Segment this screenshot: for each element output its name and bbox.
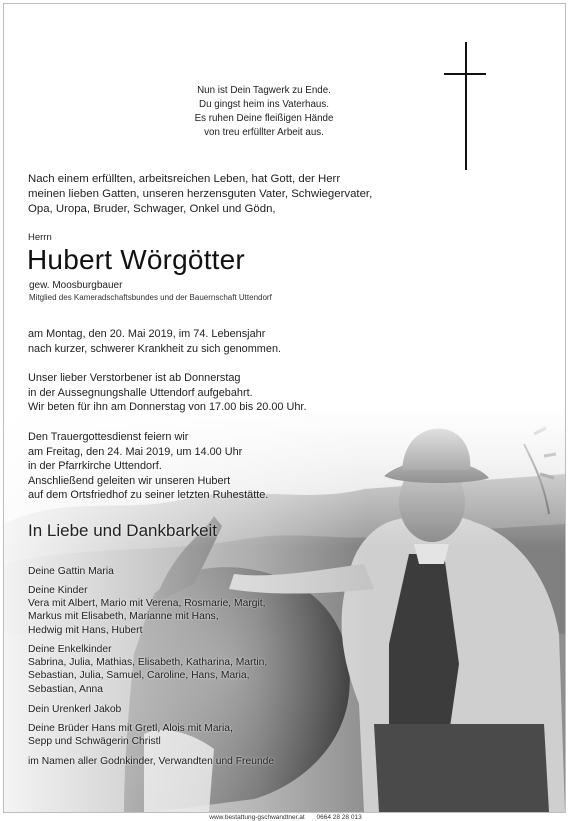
service-line: auf dem Ortsfriedhof zu seiner letzten Ruhestätte.: [28, 489, 269, 501]
intro-line: Nach einem erfüllten, arbeitsreichen Leben, hat Gott, der Herr: [28, 173, 341, 185]
closing-heading: In Liebe und Dankbarkeit: [28, 521, 218, 540]
poem: [164, 84, 364, 140]
family-others: [28, 755, 274, 768]
family-line: im Namen aller Godnkinder, Verwandten und Freunde: [28, 756, 275, 767]
obituary-card: [3, 3, 566, 813]
intro-line: meinen lieben Gatten, unseren herzensguten Vater, Schwiegervater,: [28, 188, 373, 200]
footer-website: www.bestattung-gschwandtner.at: [209, 814, 305, 821]
family-line: Markus mit Elisabeth, Marianne mit Hans,: [28, 611, 219, 623]
family-grandchildren: [28, 643, 267, 696]
family-great-grandchild: [28, 703, 121, 716]
family-children: [28, 584, 265, 637]
family-line: Hedwig mit Hans, Hubert: [28, 624, 143, 636]
occupation: gew. Moosburgbauer: [29, 280, 123, 291]
intro-line: Opa, Uropa, Bruder, Schwager, Onkel und Gödn,: [28, 203, 276, 215]
service-line: Den Trauergottesdienst feiern wir: [28, 431, 189, 443]
family-line: Vera mit Albert, Mario mit Verena, Rosmarie, Margit,: [28, 598, 266, 610]
membership: Mitglied des Kameradschaftsbundes und der Bauernschaft Uttendorf: [29, 293, 272, 302]
poem-line: Es ruhen Deine fleißigen Hände: [194, 113, 334, 124]
viewing-line: in der Aussegnungshalle Uttendorf aufgebahrt.: [28, 386, 253, 399]
deceased-name: Hubert Wörgötter: [27, 244, 245, 275]
family-line: Deine Brüder Hans mit Gretl, Alois mit Maria,: [28, 723, 233, 734]
family-line: Deine Kinder: [28, 585, 88, 596]
poem-line: von treu erfüllter Arbeit aus.: [204, 127, 324, 138]
viewing-line: Unser lieber Verstorbener ist ab Donnerstag: [28, 372, 241, 384]
footer: [0, 814, 571, 821]
intro-text: [28, 172, 428, 217]
family-siblings: [28, 722, 233, 748]
service-line: am Freitag, den 24. Mai 2019, um 14.00 Uhr: [28, 445, 243, 458]
death-line: nach kurzer, schwerer Krankheit zu sich genommen.: [28, 342, 282, 355]
footer-phone: 0664 28 28 013: [316, 814, 362, 821]
family-line: Deine Enkelkinder: [28, 644, 112, 655]
poem-line: Du gingst heim ins Vaterhaus.: [199, 99, 329, 110]
family-line: Sebastian, Julia, Samuel, Caroline, Hans, Maria,: [28, 670, 250, 682]
cross-icon-bar: [444, 73, 486, 75]
death-notice: [28, 327, 358, 356]
service-line: in der Pfarrkirche Uttendorf.: [28, 460, 162, 472]
poem-line: Nun ist Dein Tagwerk zu Ende.: [197, 85, 331, 96]
viewing-line: Wir beten für ihn am Donnerstag von 17.00 bis 20.00 Uhr.: [28, 401, 307, 413]
family-line: Dein Urenkerl Jakob: [28, 704, 122, 715]
salutation: Herrn: [28, 232, 52, 243]
service-info: [28, 430, 358, 503]
family-spouse: [28, 565, 114, 578]
viewing-info: [28, 371, 358, 415]
death-line: am Montag, den 20. Mai 2019, im 74. Lebensjahr: [28, 328, 266, 340]
family-line: Sabrina, Julia, Mathias, Elisabeth, Katharina, Martin,: [28, 657, 268, 669]
family-line: Sebastian, Anna: [28, 683, 103, 695]
service-line: Anschließend geleiten wir unseren Hubert: [28, 474, 231, 487]
cross-icon: [465, 42, 467, 170]
family-line: Deine Gattin Maria: [28, 566, 114, 577]
family-line: Sepp und Schwägerin Christl: [28, 736, 161, 748]
